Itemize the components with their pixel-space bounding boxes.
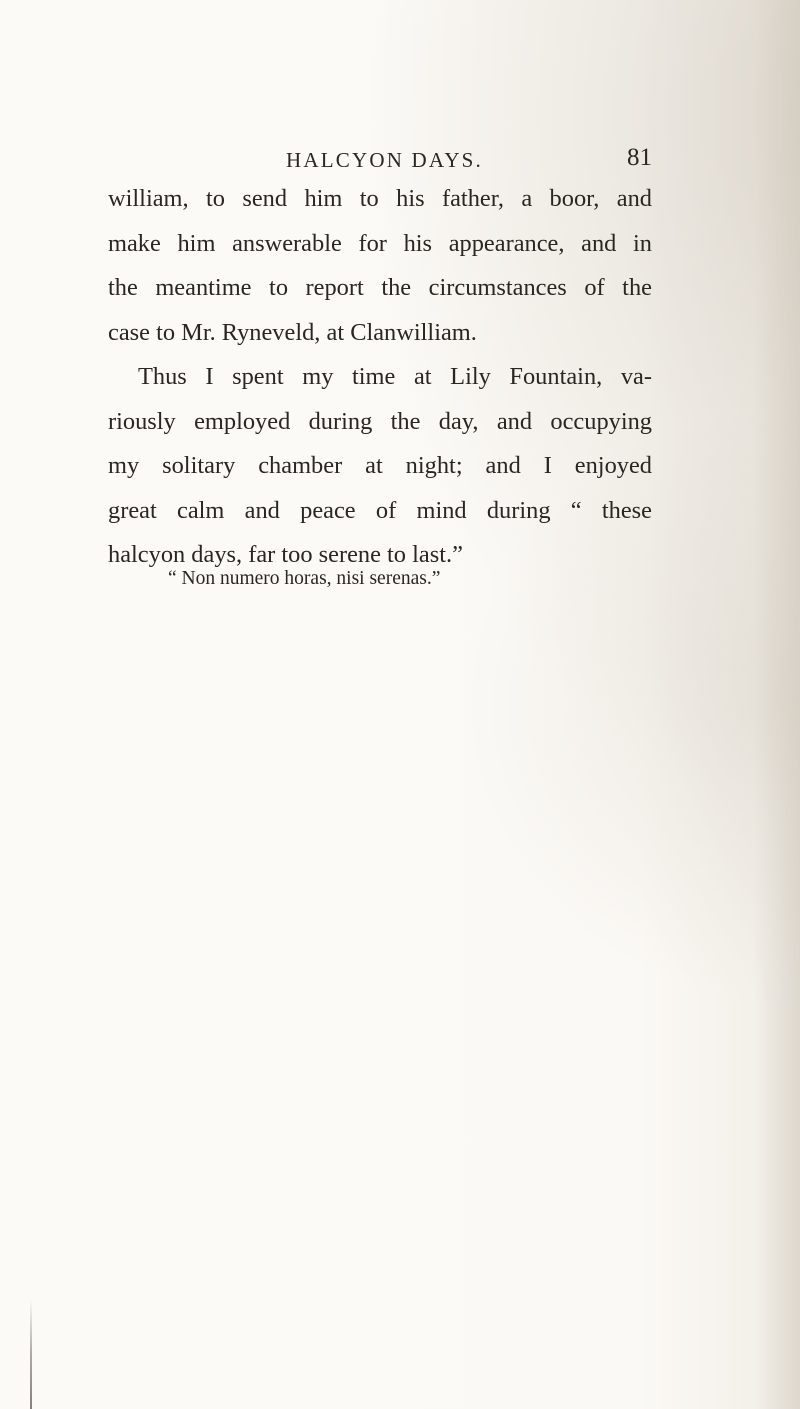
running-title: HALCYON DAYS. (286, 148, 484, 172)
text-line: riously employed during the day, and occupying (108, 407, 652, 435)
paragraph-1 (108, 177, 652, 355)
text-line: make him answerable for his appearance, and in (108, 229, 652, 257)
text-line: halcyon days, far too serene to last.” (108, 541, 463, 568)
text-line: the meantime to report the circumstances of the (108, 274, 652, 301)
text-line: great calm and peace of mind during “ these (108, 496, 652, 524)
paragraph-2 (108, 355, 652, 578)
page-edge-shadow (754, 0, 800, 1409)
binding-mark (30, 1300, 32, 1409)
text-line: william, to send him to his father, a boor, and (108, 185, 652, 212)
page-number: 81 (627, 144, 652, 171)
text-line: Thus I spent my time at Lily Fountain, va- (138, 363, 652, 390)
text-line: my solitary chamber at night; and I enjoyed (108, 452, 652, 479)
latin-quotation: “ Non numero horas, nisi serenas.” (168, 568, 441, 589)
body-text (108, 177, 652, 578)
text-line: case to Mr. Ryneveld, at Clanwilliam. (108, 318, 477, 346)
